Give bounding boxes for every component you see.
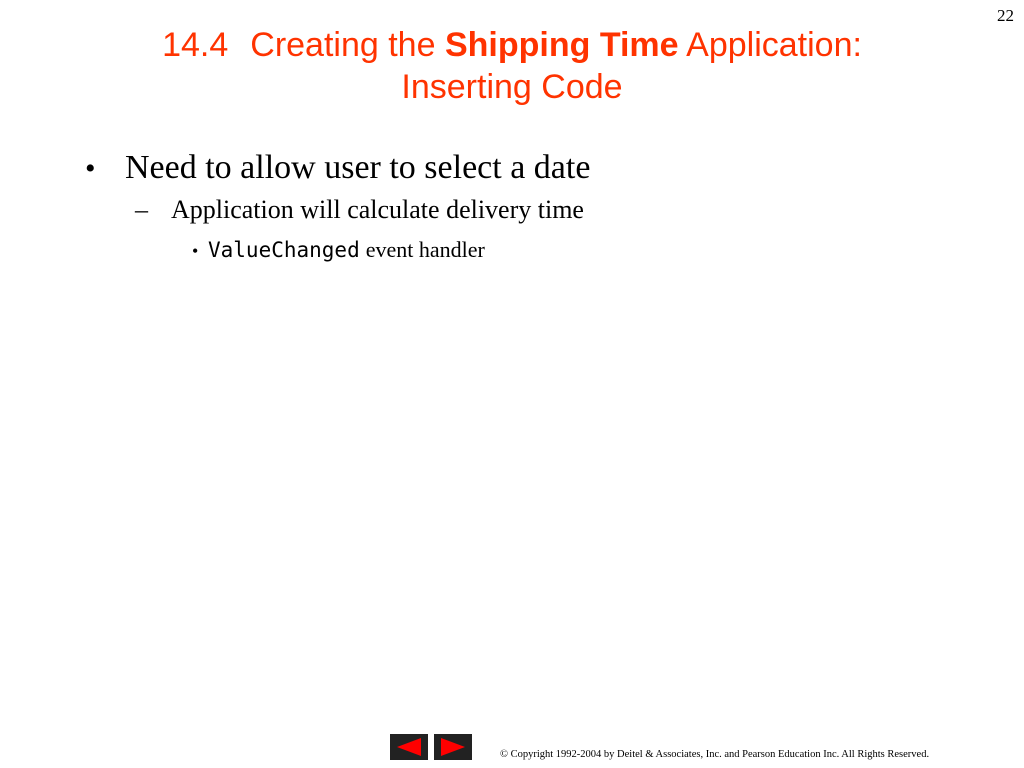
bullet-text: Need to allow user to select a date bbox=[125, 149, 591, 186]
slide-content bbox=[85, 146, 985, 267]
bullet-text: event handler bbox=[365, 237, 485, 262]
bullet-text: Application will calculate delivery time bbox=[171, 195, 584, 224]
copyright-notice: © Copyright 1992-2004 by Deitel & Associates, Inc. and Pearson Education Inc. All Rights Reserved. bbox=[500, 749, 930, 760]
arrow-left-icon bbox=[394, 737, 424, 757]
bullet-level-2 bbox=[135, 192, 985, 228]
code-text: ValueChanged bbox=[208, 238, 360, 262]
bullet-level-3 bbox=[192, 234, 985, 267]
next-slide-button[interactable] bbox=[434, 734, 472, 760]
title-line-1 bbox=[0, 24, 1024, 66]
title-suffix: Application: bbox=[686, 26, 862, 64]
dash-marker: – bbox=[135, 195, 148, 224]
slide-navigation bbox=[390, 734, 472, 760]
slide-title bbox=[0, 24, 1024, 108]
bullet-level-1 bbox=[85, 146, 985, 191]
arrow-right-icon bbox=[438, 737, 468, 757]
title-line-2: Inserting Code bbox=[401, 68, 623, 106]
title-emphasis: Shipping Time bbox=[444, 26, 679, 64]
title-prefix: Creating the bbox=[250, 26, 436, 64]
title-section-number: 14.4 bbox=[162, 26, 229, 64]
bullet-marker: • bbox=[85, 152, 96, 185]
previous-slide-button[interactable] bbox=[390, 734, 428, 760]
bullet-marker: • bbox=[192, 241, 199, 261]
slide-number: 22 bbox=[997, 6, 1014, 25]
